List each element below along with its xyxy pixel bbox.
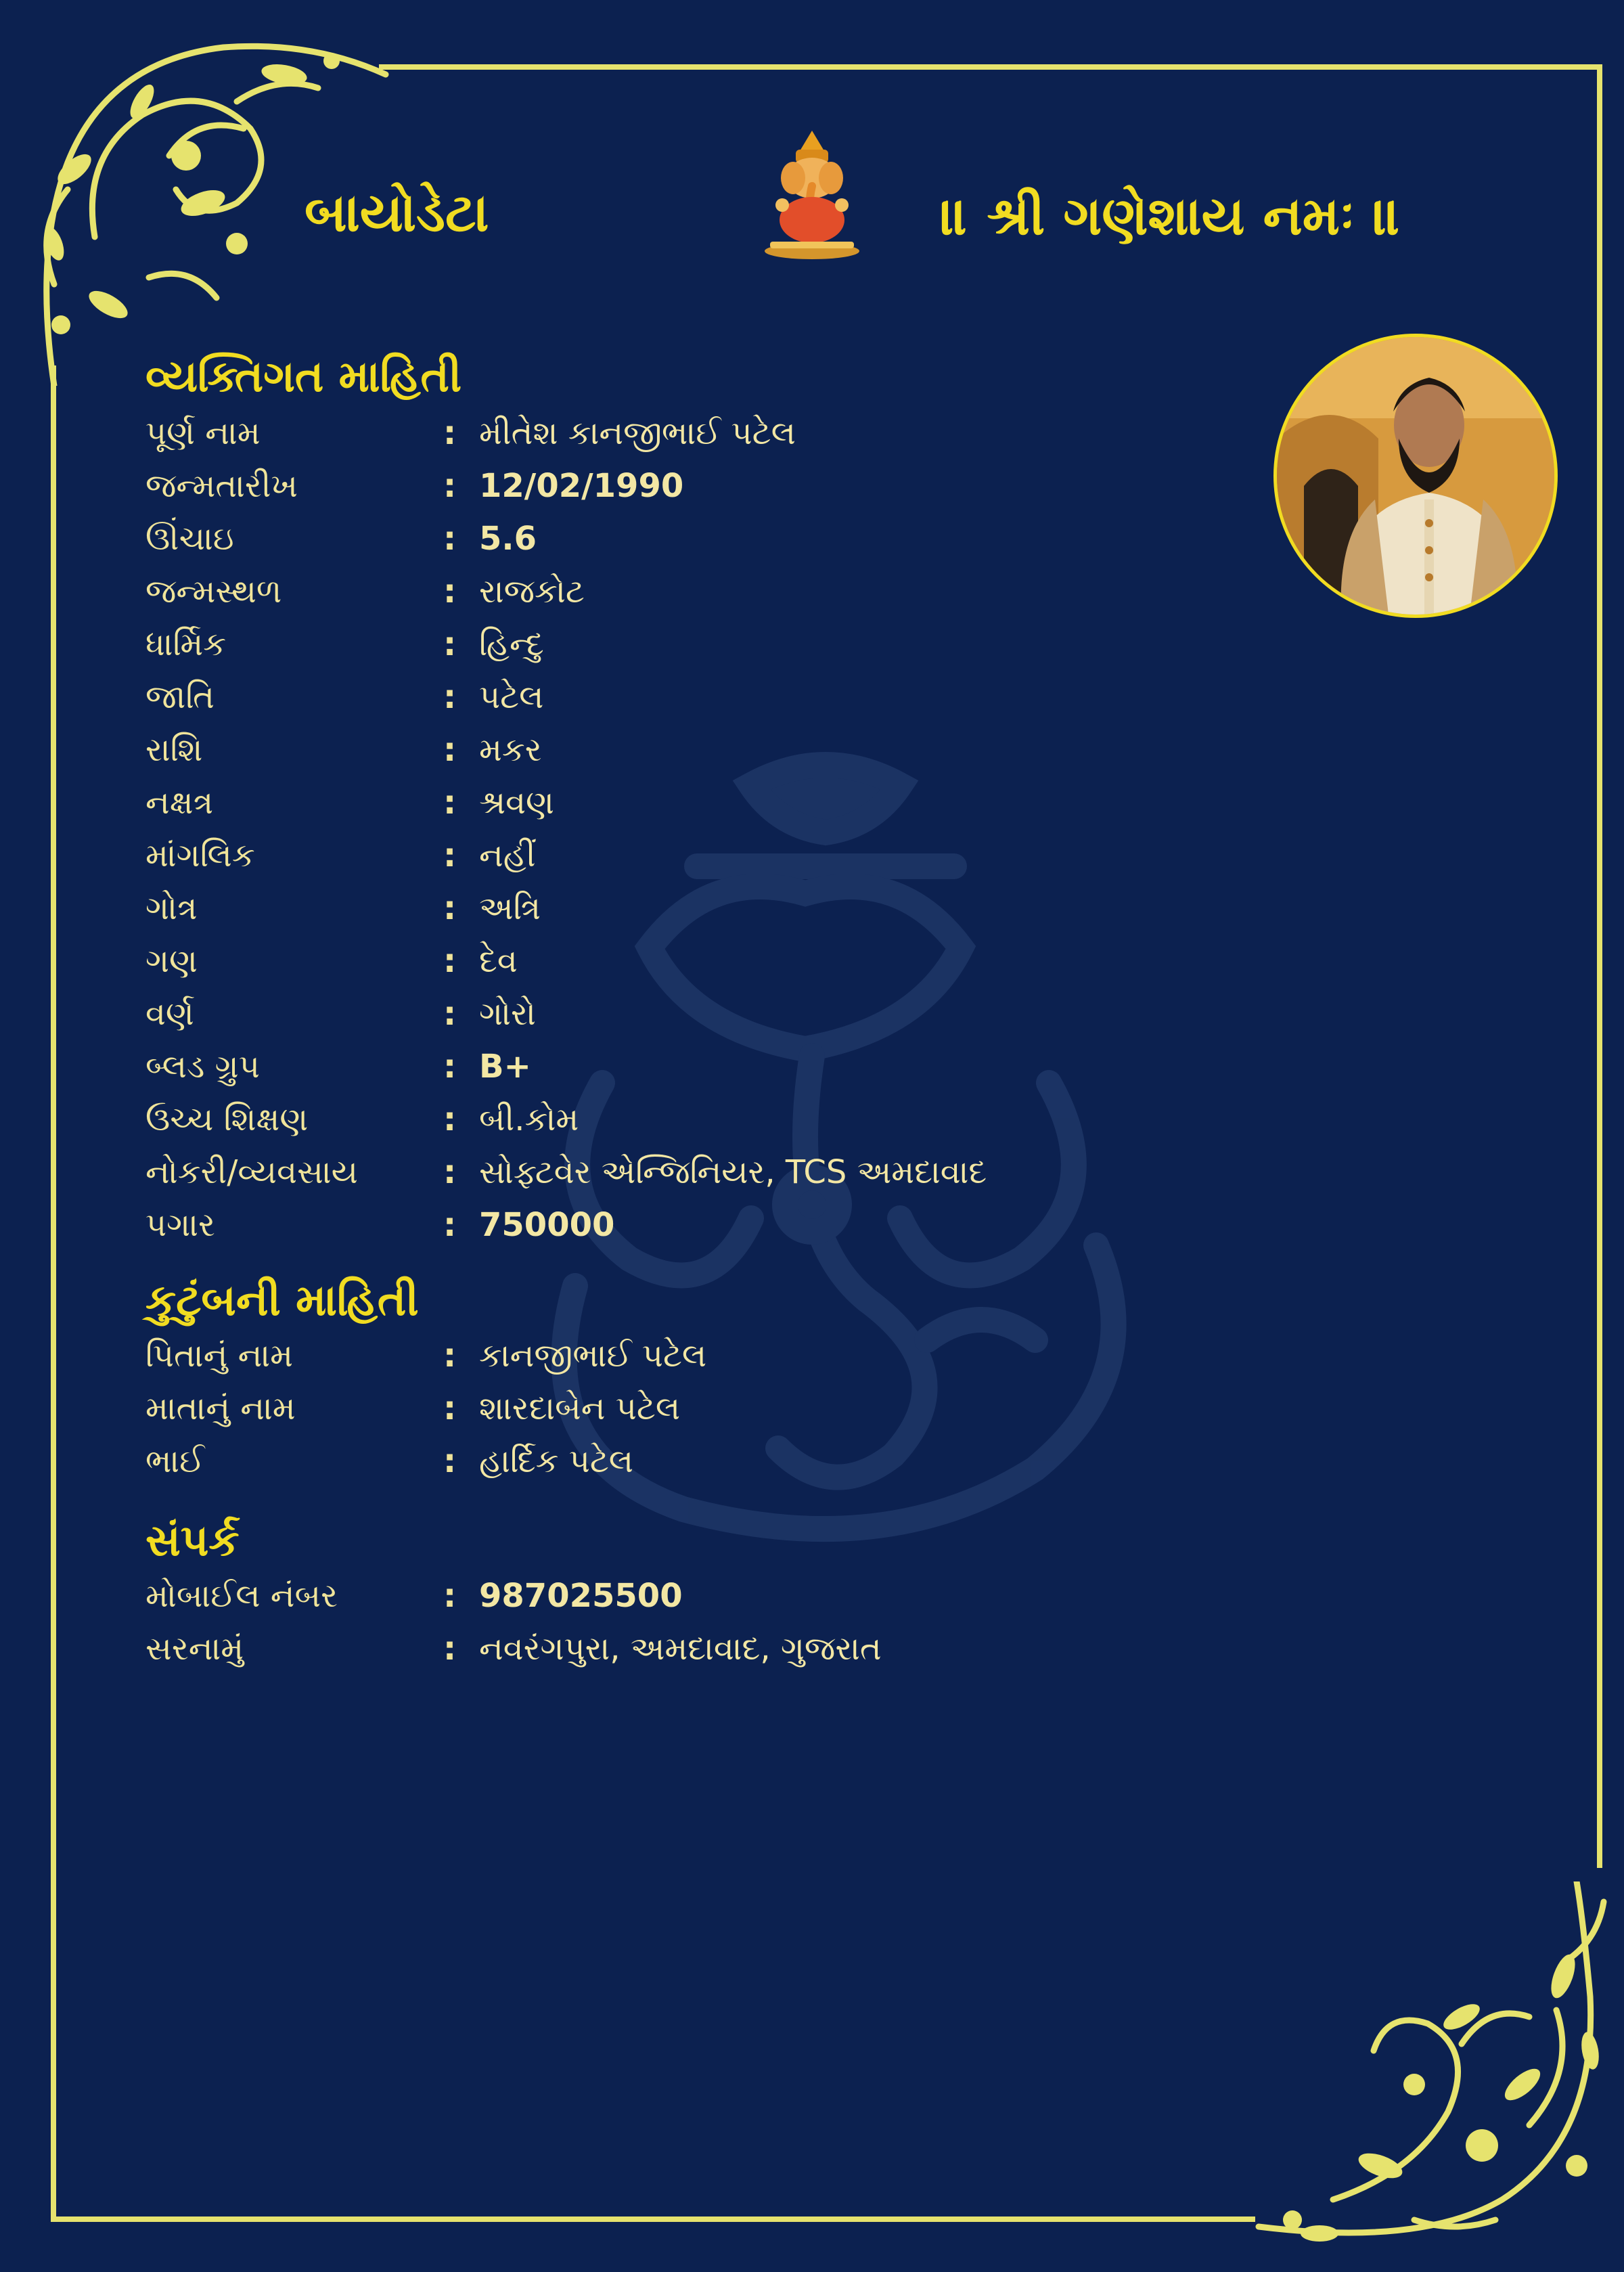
biodata-title: બાયોડેટા <box>304 183 489 244</box>
info-value: નહીં <box>479 837 536 874</box>
info-label: ગોત્ર <box>145 889 198 927</box>
profile-photo <box>1273 334 1558 618</box>
separator-colon: : <box>443 678 457 716</box>
frame-bottom-border <box>51 2217 1255 2222</box>
separator-colon: : <box>443 995 457 1033</box>
frame-left-border <box>51 365 56 2222</box>
info-value: અત્રિ <box>479 889 541 927</box>
ganesha-watermark <box>494 731 1157 1557</box>
frame-top-border <box>379 64 1597 70</box>
info-label: ભાઈ <box>145 1442 205 1480</box>
info-value: B+ <box>479 1048 531 1086</box>
family-info-heading: કુટુંબની માહિતી <box>145 1276 419 1326</box>
personal-info-heading: વ્યક્તિગત માહિતી <box>145 352 462 402</box>
frame-right-border <box>1597 64 1602 1868</box>
separator-colon: : <box>443 1206 457 1244</box>
info-label: નોકરી/વ્યવસાય <box>145 1153 358 1191</box>
floral-corner-bottom-right-icon <box>1238 1881 1624 2260</box>
ganesh-idol-icon <box>758 125 866 261</box>
separator-colon: : <box>443 784 457 822</box>
info-label: બ્લડ ગ્રુપ <box>145 1048 260 1086</box>
info-label: ધાર્મિક <box>145 625 227 663</box>
separator-colon: : <box>443 942 457 980</box>
separator-colon: : <box>443 625 457 663</box>
info-label: પૂર્ણ નામ <box>145 414 261 452</box>
separator-colon: : <box>443 1389 457 1427</box>
info-value: 750000 <box>479 1206 615 1244</box>
contact-heading: સંપર્ક <box>145 1516 240 1566</box>
info-value: સોફ્ટવેર એન્જિનિયર, TCS અમદાવાદ <box>479 1153 987 1191</box>
separator-colon: : <box>443 1337 457 1375</box>
info-value: શ્રવણ <box>479 784 554 822</box>
info-label: પગાર <box>145 1206 215 1244</box>
separator-colon: : <box>443 889 457 927</box>
separator-colon: : <box>443 467 457 505</box>
info-value: મીતેશ કાનજીભાઈ પટેલ <box>479 414 796 452</box>
separator-colon: : <box>443 1630 457 1668</box>
info-value: 987025500 <box>479 1577 683 1615</box>
separator-colon: : <box>443 520 457 558</box>
info-label: વર્ણ <box>145 995 194 1033</box>
separator-colon: : <box>443 1048 457 1086</box>
info-label: ઊંચાઇ <box>145 520 234 558</box>
info-label: જાતિ <box>145 678 215 716</box>
info-value: મકર <box>479 731 542 769</box>
info-value: 12/02/1990 <box>479 467 684 505</box>
info-value: શારદાબેન પટેલ <box>479 1389 681 1427</box>
info-value: 5.6 <box>479 520 537 558</box>
info-value: ગોરો <box>479 995 536 1033</box>
info-label: મોબાઈલ નંબર <box>145 1577 338 1615</box>
info-label: ઉચ્ચ શિક્ષણ <box>145 1100 309 1138</box>
separator-colon: : <box>443 1442 457 1480</box>
info-value: હાર્દિક પટેલ <box>479 1442 634 1480</box>
info-label: જન્મતારીખ <box>145 467 298 505</box>
info-label: માતાનું નામ <box>145 1389 296 1427</box>
separator-colon: : <box>443 1577 457 1615</box>
info-label: સરનામું <box>145 1630 244 1668</box>
info-value: કાનજીભાઈ પટેલ <box>479 1337 707 1375</box>
info-value: રાજકોટ <box>479 573 585 610</box>
separator-colon: : <box>443 414 457 452</box>
person-portrait-icon <box>1277 337 1554 615</box>
info-value: બી.કોમ <box>479 1100 579 1138</box>
info-value: હિન્દુ <box>479 625 544 663</box>
info-label: રાશિ <box>145 731 203 769</box>
info-label: પિતાનું નામ <box>145 1337 294 1375</box>
info-label: માંગલિક <box>145 837 255 874</box>
separator-colon: : <box>443 1153 457 1191</box>
shri-ganeshaya-namah-heading: ॥ શ્રી ગણેશાય નમઃ ॥ <box>941 186 1401 247</box>
info-label: નક્ષત્ર <box>145 784 214 822</box>
info-label: જન્મસ્થળ <box>145 573 282 610</box>
info-label: ગણ <box>145 942 198 980</box>
separator-colon: : <box>443 837 457 874</box>
separator-colon: : <box>443 731 457 769</box>
info-value: પટેલ <box>479 678 544 716</box>
info-value: નવરંગપુરા, અમદાવાદ, ગુજરાત <box>479 1630 882 1668</box>
info-value: દેવ <box>479 942 518 980</box>
separator-colon: : <box>443 573 457 610</box>
separator-colon: : <box>443 1100 457 1138</box>
